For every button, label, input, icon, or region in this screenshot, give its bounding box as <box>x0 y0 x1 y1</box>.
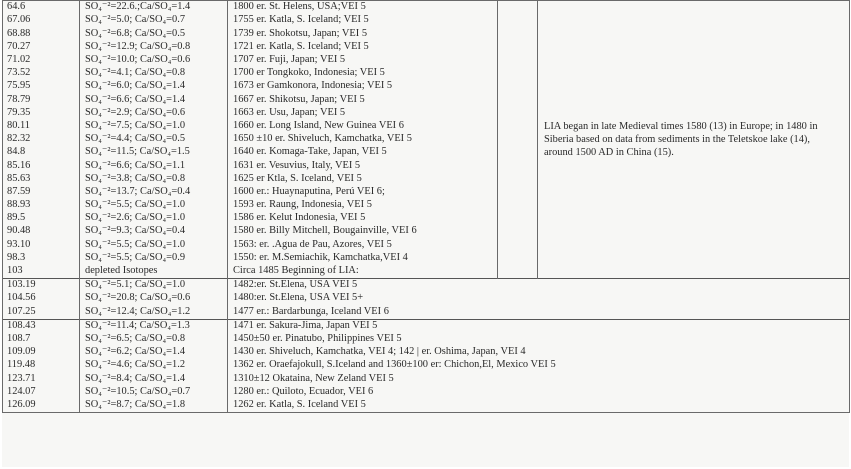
table-row <box>3 1 850 15</box>
sulfate-ratio-cell: SO₄⁻²=5.0; Ca/SO₄=0.7 <box>80 14 228 27</box>
table-row <box>3 346 850 359</box>
sulfate-ratio-cell: SO₄⁻²=6.0; Ca/SO₄=1.4 <box>80 80 228 93</box>
volcanic-eruptions-table <box>2 0 850 413</box>
table-row <box>3 333 850 346</box>
sulfate-ratio-cell: SO₄⁻²=11.5; Ca/SO₄=1.5 <box>80 146 228 159</box>
table-row <box>3 372 850 385</box>
sulfate-ratio-cell: SO₄⁻²=5.5; Ca/SO₄=1.0 <box>80 199 228 212</box>
depth-cell: 73.52 <box>3 67 80 80</box>
sulfate-ratio-cell: SO₄⁻²=9.3; Ca/SO₄=0.4 <box>80 225 228 238</box>
eruption-event-cell: 1755 er. Katla, S. Iceland; VEI 5 <box>228 14 498 27</box>
eruption-event-cell: 1650 ±10 er. Shiveluch, Kamchatka, VEI 5 <box>228 133 498 146</box>
depth-cell: 67.06 <box>3 14 80 27</box>
sulfate-ratio-cell: SO₄⁻²=13.7; Ca/SO₄=0.4 <box>80 186 228 199</box>
sulfate-ratio-cell: SO₄⁻²=8.7; Ca/SO₄=1.8 <box>80 399 228 413</box>
eruption-event-cell: 1482:er. St.Elena, USA VEI 5 <box>228 278 850 292</box>
sulfate-ratio-cell: SO₄⁻²=12.9; Ca/SO₄=0.8 <box>80 41 228 54</box>
eruption-event-cell: 1667 er. Shikotsu, Japan; VEI 5 <box>228 93 498 106</box>
depth-cell: 68.88 <box>3 27 80 40</box>
eruption-event-cell: 1430 er. Shiveluch, Kamchatka, VEI 4; 142 | er. Oshima, Japan, VEI 4 <box>228 346 850 359</box>
depth-cell: 103 <box>3 265 80 279</box>
eruption-event-cell: 1721 er. Katla, S. Iceland; VEI 5 <box>228 41 498 54</box>
depth-cell: 98.3 <box>3 252 80 265</box>
empty-column-cell <box>498 1 538 279</box>
eruption-event-cell: 1563: er. .Agua de Pau, Azores, VEI 5 <box>228 238 498 251</box>
sulfate-ratio-cell: SO₄⁻²=22.6.;Ca/SO₄=1.4 <box>80 1 228 15</box>
table-row <box>3 399 850 413</box>
sulfate-ratio-cell: SO₄⁻²=6.6; Ca/SO₄=1.4 <box>80 93 228 106</box>
eruption-event-cell: 1600 er.: Huaynaputina, Perú VEI 6; <box>228 186 498 199</box>
sulfate-ratio-cell: depleted Isotopes <box>80 265 228 279</box>
table-row <box>3 292 850 305</box>
eruption-event-cell: 1640 er. Komaga-Take, Japan, VEI 5 <box>228 146 498 159</box>
depth-cell: 87.59 <box>3 186 80 199</box>
eruption-event-cell: Circa 1485 Beginning of LIA: <box>228 265 498 279</box>
eruption-event-cell: 1586 er. Kelut Indonesia, VEI 5 <box>228 212 498 225</box>
depth-cell: 108.7 <box>3 333 80 346</box>
sulfate-ratio-cell: SO₄⁻²=20.8; Ca/SO₄=0.6 <box>80 292 228 305</box>
eruption-event-cell: 1471 er. Sakura-Jima, Japan VEI 5 <box>228 319 850 333</box>
eruption-event-cell: 1800 er. St. Helens, USA;VEI 5 <box>228 1 498 15</box>
sulfate-ratio-cell: SO₄⁻²=6.6; Ca/SO₄=1.1 <box>80 159 228 172</box>
sulfate-ratio-cell: SO₄⁻²=4.1; Ca/SO₄=0.8 <box>80 67 228 80</box>
eruption-event-cell: 1550: er. M.Semiachik, Kamchatka,VEI 4 <box>228 252 498 265</box>
depth-cell: 75.95 <box>3 80 80 93</box>
sulfate-ratio-cell: SO₄⁻²=11.4; Ca/SO₄=1.3 <box>80 319 228 333</box>
eruption-event-cell: 1262 er. Katla, S. Iceland VEI 5 <box>228 399 850 413</box>
sulfate-ratio-cell: SO₄⁻²=5.1; Ca/SO₄=1.0 <box>80 278 228 292</box>
depth-cell: 108.43 <box>3 319 80 333</box>
depth-cell: 93.10 <box>3 238 80 251</box>
sulfate-ratio-cell: SO₄⁻²=2.9; Ca/SO₄=0.6 <box>80 107 228 120</box>
sulfate-ratio-cell: SO₄⁻²=6.8; Ca/SO₄=0.5 <box>80 27 228 40</box>
depth-cell: 64.6 <box>3 1 80 15</box>
depth-cell: 89.5 <box>3 212 80 225</box>
sulfate-ratio-cell: SO₄⁻²=2.6; Ca/SO₄=1.0 <box>80 212 228 225</box>
eruption-event-cell: 1593 er. Raung, Indonesia, VEI 5 <box>228 199 498 212</box>
table-row <box>3 319 850 333</box>
sulfate-ratio-cell: SO₄⁻²=3.8; Ca/SO₄=0.8 <box>80 172 228 185</box>
depth-cell: 79.35 <box>3 107 80 120</box>
sulfate-ratio-cell: SO₄⁻²=4.6; Ca/SO₄=1.2 <box>80 359 228 372</box>
depth-cell: 80.11 <box>3 120 80 133</box>
eruption-event-cell: 1450±50 er. Pinatubo, Philippines VEI 5 <box>228 333 850 346</box>
eruption-event-cell: 1580 er. Billy Mitchell, Bougainville, VEI 6 <box>228 225 498 238</box>
table-row <box>3 278 850 292</box>
depth-cell: 123.71 <box>3 372 80 385</box>
sulfate-ratio-cell: SO₄⁻²=6.2; Ca/SO₄=1.4 <box>80 346 228 359</box>
depth-cell: 84.8 <box>3 146 80 159</box>
depth-cell: 124.07 <box>3 385 80 398</box>
sulfate-ratio-cell: SO₄⁻²=10.0; Ca/SO₄=0.6 <box>80 54 228 67</box>
depth-cell: 85.16 <box>3 159 80 172</box>
sulfate-ratio-cell: SO₄⁻²=10.5; Ca/SO₄=0.7 <box>80 385 228 398</box>
eruption-event-cell: 1739 er. Shokotsu, Japan; VEI 5 <box>228 27 498 40</box>
depth-cell: 88.93 <box>3 199 80 212</box>
eruption-event-cell: 1673 er Gamkonora, Indonesia; VEI 5 <box>228 80 498 93</box>
eruption-event-cell: 1707 er. Fuji, Japan; VEI 5 <box>228 54 498 67</box>
eruption-event-cell: 1280 er.: Quiloto, Ecuador, VEI 6 <box>228 385 850 398</box>
eruption-event-cell: 1700 er Tongkoko, Indonesia; VEI 5 <box>228 67 498 80</box>
volcanic-eruptions-table-page <box>2 0 849 467</box>
sulfate-ratio-cell: SO₄⁻²=8.4; Ca/SO₄=1.4 <box>80 372 228 385</box>
table-row <box>3 359 850 372</box>
eruption-event-cell: 1362 er. Oraefajokull, S.Iceland and 1360±100 er: Chichon,El, Mexico VEI 5 <box>228 359 850 372</box>
table-body <box>3 1 850 413</box>
depth-cell: 78.79 <box>3 93 80 106</box>
sulfate-ratio-cell: SO₄⁻²=5.5; Ca/SO₄=0.9 <box>80 252 228 265</box>
eruption-event-cell: 1310±12 Okataina, New Zeland VEI 5 <box>228 372 850 385</box>
depth-cell: 90.48 <box>3 225 80 238</box>
table-row <box>3 305 850 319</box>
eruption-event-cell: 1660 er. Long Island, New Guinea VEI 6 <box>228 120 498 133</box>
depth-cell: 70.27 <box>3 41 80 54</box>
eruption-event-cell: 1480:er. St.Elena, USA VEI 5+ <box>228 292 850 305</box>
eruption-event-cell: 1625 er Ktla, S. Iceland, VEI 5 <box>228 172 498 185</box>
lia-note-cell: LIA began in late Medieval times 1580 (13) in Europe; in 1480 in Siberia based on data from sediments in the Teletskoe lake (14), around 1500 AD in China (15). <box>538 1 850 279</box>
depth-cell: 85.63 <box>3 172 80 185</box>
depth-cell: 104.56 <box>3 292 80 305</box>
depth-cell: 109.09 <box>3 346 80 359</box>
sulfate-ratio-cell: SO₄⁻²=12.4; Ca/SO₄=1.2 <box>80 305 228 319</box>
depth-cell: 107.25 <box>3 305 80 319</box>
sulfate-ratio-cell: SO₄⁻²=5.5; Ca/SO₄=1.0 <box>80 238 228 251</box>
sulfate-ratio-cell: SO₄⁻²=6.5; Ca/SO₄=0.8 <box>80 333 228 346</box>
table-row <box>3 385 850 398</box>
eruption-event-cell: 1663 er. Usu, Japan; VEI 5 <box>228 107 498 120</box>
depth-cell: 71.02 <box>3 54 80 67</box>
sulfate-ratio-cell: SO₄⁻²=4.4; Ca/SO₄=0.5 <box>80 133 228 146</box>
depth-cell: 82.32 <box>3 133 80 146</box>
eruption-event-cell: 1477 er.: Bardarbunga, Iceland VEI 6 <box>228 305 850 319</box>
depth-cell: 126.09 <box>3 399 80 413</box>
eruption-event-cell: 1631 er. Vesuvius, Italy, VEI 5 <box>228 159 498 172</box>
depth-cell: 103.19 <box>3 278 80 292</box>
depth-cell: 119.48 <box>3 359 80 372</box>
sulfate-ratio-cell: SO₄⁻²=7.5; Ca/SO₄=1.0 <box>80 120 228 133</box>
